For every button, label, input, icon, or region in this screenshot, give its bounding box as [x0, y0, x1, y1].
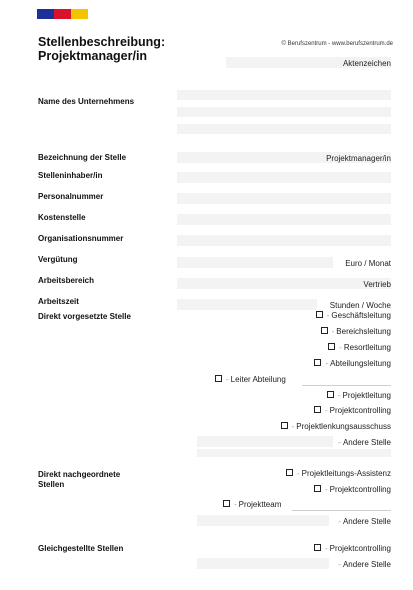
title-line-2: Projektmanager/in: [38, 49, 148, 63]
checkbox-icon[interactable]: [327, 391, 334, 398]
andere-stelle-field-gleich[interactable]: [197, 558, 329, 569]
label-personalnummer: Personalnummer: [38, 192, 104, 201]
label-bezeichnung: Bezeichnung der Stelle: [38, 153, 127, 162]
bezeichnung-value: Projektmanager/in: [326, 154, 391, 163]
label-inhaber: Stelleninhaber/in: [38, 171, 103, 180]
organisationsnummer-field[interactable]: [177, 235, 391, 246]
label-arbeitsbereich: Arbeitsbereich: [38, 276, 95, 285]
andere-stelle-field-nach[interactable]: [197, 515, 329, 526]
label-kostenstelle: Kostenstelle: [38, 213, 86, 222]
checkbox-icon[interactable]: [328, 343, 335, 350]
unternehmen-field-1[interactable]: [177, 90, 391, 100]
label-arbeitszeit: Arbeitszeit: [38, 297, 79, 306]
option-bereichsleitung[interactable]: - Bereichsleitung: [321, 326, 391, 337]
checkbox-icon[interactable]: [314, 406, 321, 413]
arbeitszeit-value: Stunden / Woche: [329, 301, 391, 310]
verguetung-field[interactable]: [177, 257, 333, 268]
logo-blue-block: [37, 9, 54, 19]
label-nachgeordnete: [38, 470, 120, 490]
checkbox-icon[interactable]: [321, 327, 328, 334]
title-line-1: Stellenbeschreibung:: [38, 35, 166, 49]
option-geschaeftsleitung[interactable]: - Geschäftsleitung: [316, 310, 391, 321]
arbeitsbereich-field[interactable]: [177, 278, 391, 289]
option-andere-stelle-vorgesetzt[interactable]: - Andere Stelle: [338, 438, 391, 447]
arbeitszeit-field[interactable]: [177, 299, 317, 310]
option-projektcontrolling[interactable]: - Projektcontrolling: [314, 405, 391, 416]
personalnummer-field[interactable]: [177, 193, 391, 204]
checkbox-icon[interactable]: [314, 359, 321, 366]
logo-yellow-block: [71, 9, 88, 19]
option-projektlenkungsausschuss[interactable]: - Projektlenkungsausschuss: [281, 421, 391, 432]
label-nachgeordnete-line-2: Stellen: [38, 480, 65, 489]
option-projektcontrolling-nach[interactable]: - Projektcontrolling: [314, 484, 391, 495]
option-andere-stelle-gleich[interactable]: - Andere Stelle: [338, 560, 391, 569]
unternehmen-field-2[interactable]: [177, 107, 391, 117]
option-projektteam[interactable]: - Projektteam: [223, 499, 281, 510]
label-gleichgestellte: Gleichgestellte Stellen: [38, 544, 124, 553]
aktenzeichen-label: Aktenzeichen: [342, 59, 391, 68]
logo-red-block: [54, 9, 71, 19]
checkbox-icon[interactable]: [314, 485, 321, 492]
inhaber-field[interactable]: [177, 172, 391, 183]
checkbox-icon[interactable]: [215, 375, 222, 382]
brand-logo: [37, 9, 88, 19]
option-resortleitung[interactable]: - Resortleitung: [328, 342, 391, 353]
andere-stelle-extra-field[interactable]: [197, 449, 391, 457]
page-title: [38, 35, 165, 63]
option-projektleitungs-assistenz[interactable]: - Projektleitungs-Assistenz: [286, 468, 391, 479]
label-unternehmen: Name des Unternehmens: [38, 97, 135, 106]
label-vorgesetzte: Direkt vorgesetzte Stelle: [38, 312, 131, 321]
option-abteilungsleitung[interactable]: - Abteilungsleitung: [314, 358, 391, 369]
option-projektcontrolling-gleich[interactable]: - Projektcontrolling: [314, 543, 391, 554]
projektteam-line[interactable]: [292, 510, 391, 511]
checkbox-icon[interactable]: [223, 500, 230, 507]
checkbox-icon[interactable]: [316, 311, 323, 318]
option-projektleitung[interactable]: - Projektleitung: [327, 390, 391, 401]
checkbox-icon[interactable]: [281, 422, 288, 429]
unternehmen-field-3[interactable]: [177, 124, 391, 134]
copyright-note: © Berufszentrum - www.berufszentrum.de: [281, 41, 393, 47]
kostenstelle-field[interactable]: [177, 214, 391, 225]
checkbox-icon[interactable]: [286, 469, 293, 476]
arbeitsbereich-value: Vertrieb: [363, 280, 391, 289]
leiter-abteilung-line[interactable]: [302, 385, 391, 386]
checkbox-icon[interactable]: [314, 544, 321, 551]
option-andere-stelle-nach[interactable]: - Andere Stelle: [338, 517, 391, 526]
andere-stelle-field-vorgesetzt[interactable]: [197, 436, 333, 447]
verguetung-value: Euro / Monat: [345, 259, 391, 268]
label-nachgeordnete-line-1: Direkt nachgeordnete: [38, 470, 121, 479]
label-organisationsnummer: Organisationsnummer: [38, 234, 124, 243]
option-leiter-abteilung[interactable]: - Leiter Abteilung: [215, 374, 286, 385]
label-verguetung: Vergütung: [38, 255, 78, 264]
